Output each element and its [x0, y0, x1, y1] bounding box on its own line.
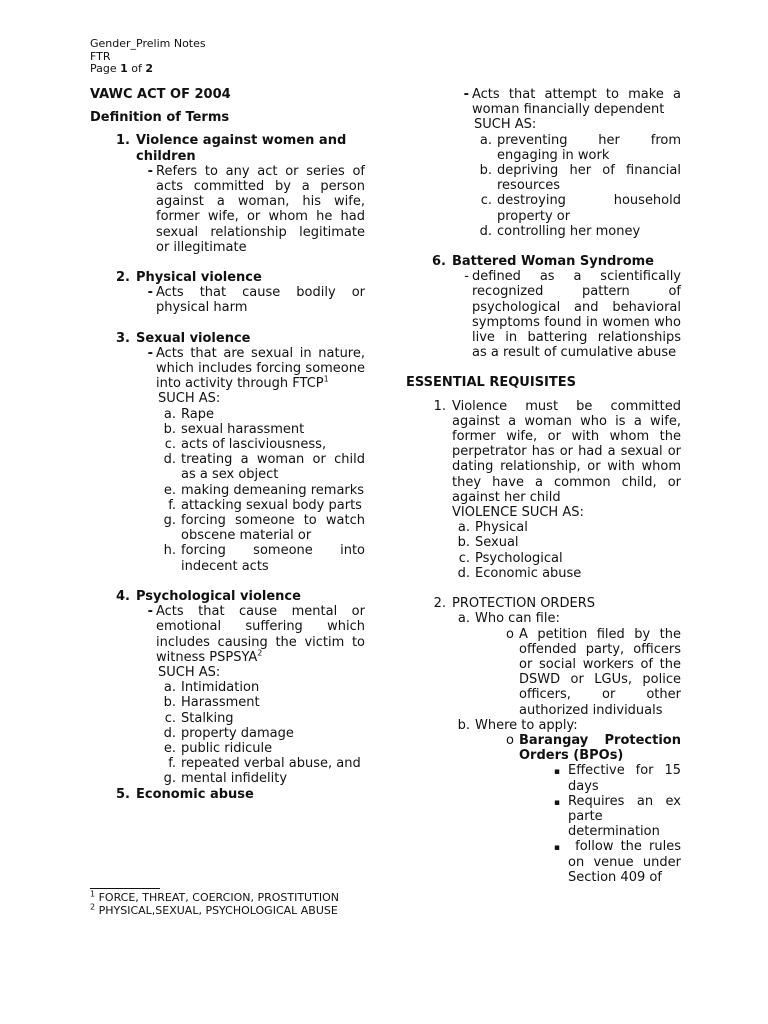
bpo-details-list	[542, 763, 686, 885]
list-item: ▪ Requires an ex parte determination	[553, 793, 686, 840]
where-to-apply-detail: o Barangay Protection Orders (BPOs)	[506, 732, 681, 764]
sexual-violence-examples	[158, 407, 365, 574]
violence-types-list	[452, 520, 681, 581]
term-heading: Economic abuse	[136, 786, 254, 802]
requisites-title: ESSENTIAL REQUISITES	[406, 375, 577, 391]
list-item: e. public ridicule	[163, 740, 273, 756]
term-heading: Battered Woman Syndrome	[452, 254, 654, 270]
list-item: c. Stalking	[164, 710, 234, 726]
header-doc-name: Gender_Prelim Notes	[90, 37, 206, 50]
term-definition: - defined as a scientifically recognized pattern of psychological and behavioral symptoms found in women who live in battering relationships as a result of cumulative abuse	[464, 269, 681, 361]
term-heading: Sexual violence	[136, 330, 251, 346]
psychological-violence-examples	[158, 680, 365, 786]
such-as-label: SUCH AS:	[158, 391, 221, 407]
left-column	[90, 87, 365, 802]
footnotes	[90, 888, 350, 917]
such-as-label: SUCH AS:	[474, 117, 537, 133]
economic-abuse-examples	[474, 133, 681, 239]
footnote-1: $^1$ FORCE, THREAT, COERCION, PROSTITUTION	[90, 889, 339, 904]
header-initials: FTR	[90, 49, 111, 63]
list-item: f. attacking sexual body parts	[168, 497, 362, 513]
list-item: e. making demeaning remarks	[163, 482, 365, 498]
term-item: 5. Economic abuse	[90, 787, 365, 802]
term-item: 4. Psychological violence	[90, 589, 365, 604]
list-item: a. Intimidation	[163, 680, 260, 696]
section-subtitle: Definition of Terms	[90, 110, 230, 126]
such-as-label: SUCH AS:	[158, 664, 221, 680]
list-item: d. controlling her money	[479, 223, 641, 239]
term-definition: - Acts that attempt to make a woman financially dependent	[463, 87, 681, 118]
who-can-file-detail: o A petition filed by the offended party, officers or social workers of the DSWD or LGUs, police officers, or other authorized individuals	[506, 626, 681, 718]
list-item: a. Rape	[163, 406, 214, 422]
term-heading: Violence against women and children	[136, 133, 347, 164]
list-item: f. repeated verbal abuse, and	[168, 756, 361, 772]
list-item: ▪ Effective for 15 days	[553, 763, 686, 794]
page-header	[90, 38, 206, 76]
list-item: ▪ follow the rules on venue under Section 409 of	[553, 839, 686, 885]
term-heading: Psychological violence	[136, 588, 301, 604]
list-item: d. treating a woman or child as a sex object	[163, 452, 365, 483]
right-column	[406, 87, 686, 885]
list-item: b. sexual harassment	[163, 421, 305, 437]
term-item: 3. Sexual violence	[90, 331, 365, 346]
footnote-separator	[90, 888, 160, 889]
list-item: h. forcing someone into indecent acts	[163, 543, 365, 574]
footnote-ref: 2	[257, 648, 263, 658]
list-item: c. acts of lasciviousness,	[164, 437, 327, 453]
requisite-item: 1. Violence must be committed against a woman who is a wife, former wife, or with whom the perpetrator has or had a sexual or dating relationship, or with whom they have a common child, or against her child	[433, 398, 681, 505]
term-item: 1. Violence against women and children	[90, 133, 365, 163]
term-heading: Physical violence	[136, 270, 262, 286]
list-item: g. mental infidelity	[163, 771, 288, 787]
list-item: c. destroying household property or	[480, 193, 681, 224]
list-item: a. preventing her from engaging in work	[479, 132, 681, 163]
footnote-2: $^2$ PHYSICAL,SEXUAL, PSYCHOLOGICAL ABUSE	[90, 902, 338, 917]
list-item: a. Physical	[457, 520, 528, 536]
header-page-number: Page 1 of 2	[90, 62, 154, 75]
protection-order-subitem: a. Who can file:	[457, 611, 560, 627]
list-item: d. property damage	[163, 725, 294, 741]
list-item: b. Sexual	[457, 535, 519, 551]
term-item: 2. Physical violence	[90, 270, 365, 285]
list-item: b. depriving her of financial resources	[479, 163, 681, 194]
term-definition: - Acts that cause mental or emotional suffering which includes causing the victim to witness PSPSYA$^2$	[147, 604, 365, 665]
term-item: 6. Battered Woman Syndrome	[406, 254, 681, 269]
list-item: b. Harassment	[163, 695, 260, 711]
term-definition: - Refers to any act or series of acts committed by a person against a woman, his wife, former wife, or whom he had sexual relationship legitimate or illegitimate	[147, 163, 365, 255]
list-item: d. Economic abuse	[457, 565, 582, 581]
footnote-ref: 1	[323, 374, 329, 384]
document-title: VAWC ACT OF 2004	[90, 87, 231, 102]
such-as-label: VIOLENCE SUCH AS:	[452, 505, 584, 521]
term-definition: - Acts that cause bodily or physical harm	[147, 285, 365, 316]
list-item: g. forcing someone to watch obscene material or	[163, 513, 365, 544]
requisite-item: 2. PROTECTION ORDERS	[433, 596, 595, 612]
protection-order-subitem: b. Where to apply:	[457, 717, 578, 733]
term-definition: - Acts that are sexual in nature, which includes forcing someone into activity through FTCP$^1$	[147, 345, 365, 392]
list-item: c. Psychological	[458, 550, 563, 566]
